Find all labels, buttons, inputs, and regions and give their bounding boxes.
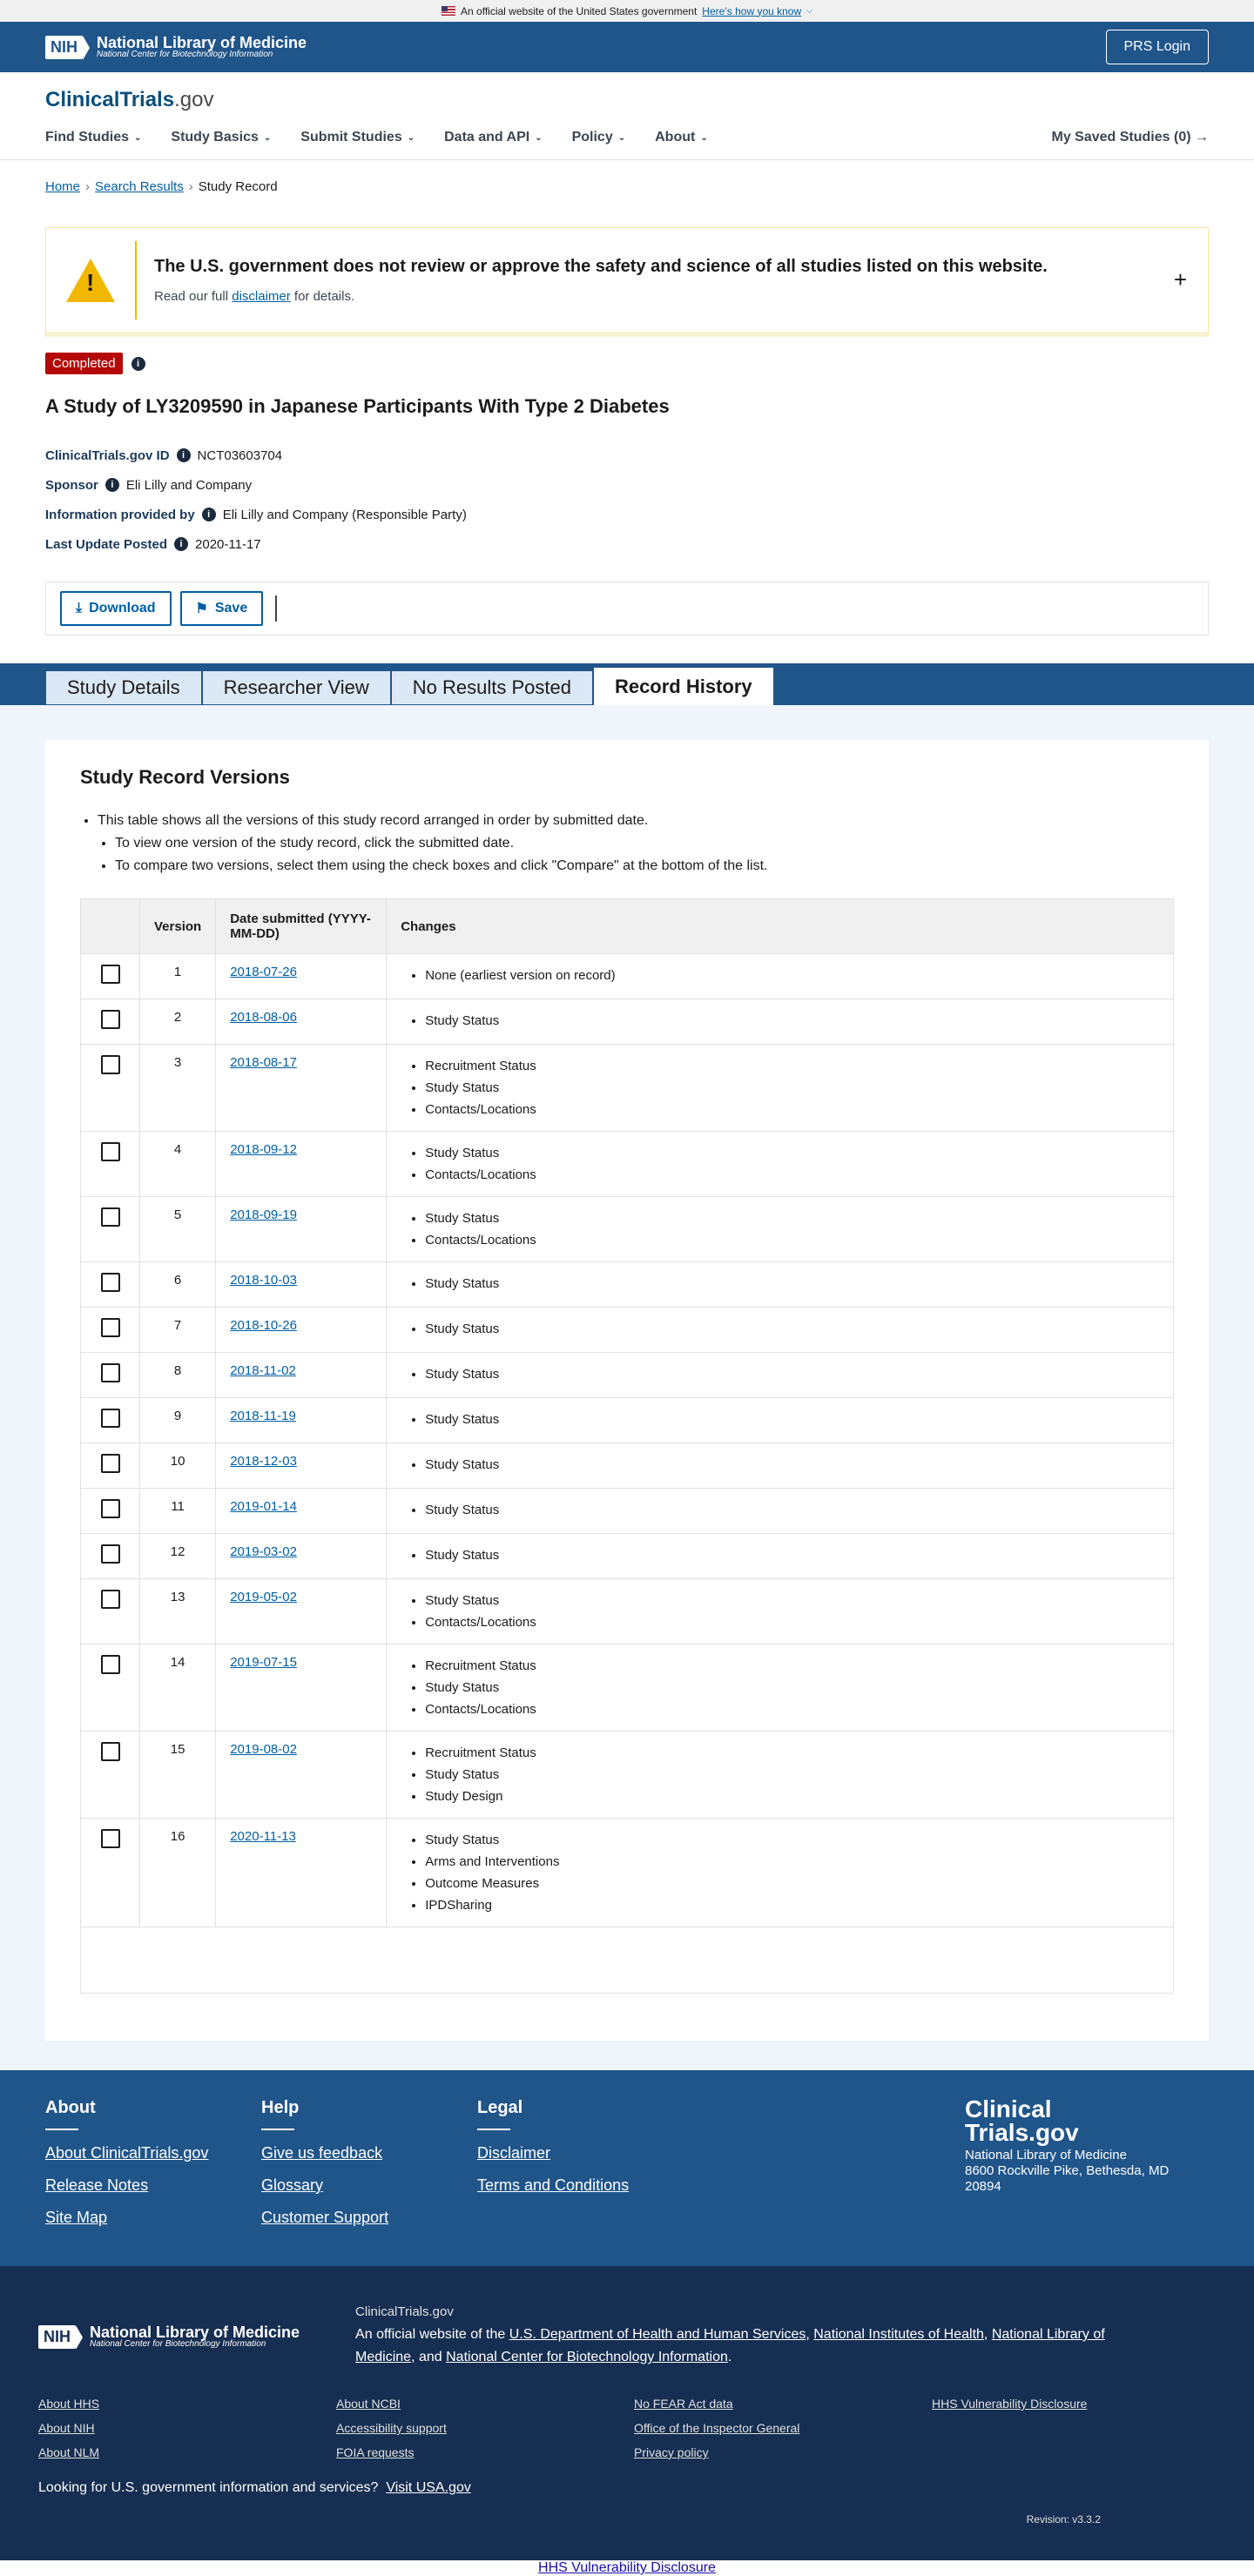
table-row — [81, 1732, 1174, 1819]
version-date-link[interactable]: 2019-01-14 — [230, 1499, 297, 1514]
footer-gov-link — [932, 2421, 1230, 2435]
tab-no-results-posted[interactable]: No Results Posted — [391, 670, 593, 705]
usa-gov-link[interactable]: Visit USA.gov — [386, 2480, 471, 2495]
nav-item[interactable]: Study Basics ⌄ — [171, 130, 272, 145]
footer-help: Help Give us feedback Glossary Customer Support — [261, 2098, 477, 2240]
versions-heading: Study Record Versions — [80, 766, 290, 788]
compare-checkbox[interactable] — [101, 1207, 120, 1227]
compare-checkbox[interactable] — [101, 1499, 120, 1518]
change-item: • Study Status — [425, 1409, 1159, 1430]
version-date-link[interactable]: 2018-11-19 — [230, 1409, 296, 1423]
info-icon[interactable]: i — [131, 357, 145, 371]
version-number: 6 — [140, 1262, 216, 1308]
meta-label: ClinicalTrials.gov ID — [45, 447, 170, 463]
table-row — [81, 1534, 1174, 1579]
gov-banner-text: An official website of the United States government — [461, 4, 698, 17]
chevron-down-icon: ⌄ — [134, 132, 142, 143]
table-row — [81, 1579, 1174, 1644]
info-icon[interactable]: i — [174, 537, 188, 551]
compare-checkbox[interactable] — [101, 1142, 120, 1161]
version-date-link[interactable]: 2018-09-12 — [230, 1142, 297, 1157]
change-item: • Recruitment Status — [425, 1055, 1159, 1077]
breadcrumb: Home › Search Results › Study Record — [45, 179, 278, 194]
meta-row — [45, 500, 1209, 529]
table-row — [81, 1443, 1174, 1489]
footer-nlm-logo[interactable]: NIH National Library of Medicine National Center for Biotechnology Information — [38, 2304, 300, 2369]
compare-checkbox[interactable] — [101, 1454, 120, 1473]
change-item: • Recruitment Status — [425, 1655, 1159, 1677]
table-row — [81, 954, 1174, 999]
meta-label: Last Update Posted — [45, 536, 168, 552]
official-statement: ClinicalTrials.gov An official website of the U.S. Department of Health and Human Services, National Institutes of Health, National Library of Medicine, and National Center for Biotechnology Information. — [355, 2304, 1105, 2364]
compare-checkbox[interactable] — [101, 1742, 120, 1761]
table-row — [81, 1045, 1174, 1132]
footer-link[interactable]: Release Notes — [45, 2176, 149, 2194]
version-number: 12 — [140, 1534, 216, 1579]
change-item: • Recruitment Status — [425, 1742, 1159, 1764]
version-number: 7 — [140, 1308, 216, 1353]
study-meta — [45, 441, 1209, 559]
how-you-know-link[interactable]: Here’s how you know — [702, 4, 802, 17]
expand-plus-icon[interactable]: + — [1173, 266, 1187, 293]
change-item: • Study Status — [425, 1544, 1159, 1566]
breadcrumb-search-results[interactable]: Search Results — [95, 179, 184, 194]
change-item: • Study Design — [425, 1786, 1159, 1807]
change-item: • Study Status — [425, 1677, 1159, 1698]
footer-link[interactable]: Give us feedback — [261, 2144, 383, 2162]
footer-gov-link[interactable]: Accessibility support — [336, 2421, 447, 2435]
version-number: 2 — [140, 999, 216, 1045]
footer-logo[interactable]: Clinical Trials.gov — [965, 2095, 1079, 2146]
meta-value: 2020-11-17 — [195, 536, 261, 552]
change-item: • Contacts/Locations — [425, 1164, 1159, 1186]
disclaimer-alert — [45, 227, 1209, 337]
chevron-down-icon: ⌵ — [806, 6, 812, 15]
version-date-link[interactable]: 2018-08-17 — [230, 1055, 297, 1070]
table-row — [81, 999, 1174, 1045]
chevron-down-icon: ⌄ — [617, 132, 626, 143]
change-item: • Study Status — [425, 1499, 1159, 1521]
download-button[interactable]: ⤓ Download — [60, 591, 172, 626]
info-icon[interactable]: i — [202, 508, 216, 521]
compare-checkbox[interactable] — [101, 1655, 120, 1674]
compare-checkbox[interactable] — [101, 1318, 120, 1337]
footer-gov — [0, 2266, 1254, 2560]
main-nav — [45, 116, 1209, 159]
site-header — [0, 72, 1254, 159]
tab-record-history[interactable]: Record History — [593, 667, 774, 705]
version-number: 13 — [140, 1579, 216, 1644]
change-item: • Study Status — [425, 1077, 1159, 1099]
footer-gov-link[interactable]: HHS Vulnerability Disclosure — [932, 2397, 1088, 2411]
footer-gov-links — [38, 2397, 1216, 2459]
bookmark-icon: ⚑ — [195, 602, 208, 616]
change-item: • Contacts/Locations — [425, 1229, 1159, 1251]
change-item: • IPDSharing — [425, 1894, 1159, 1916]
version-date-link[interactable]: 2018-08-06 — [230, 1010, 297, 1025]
versions-intro: • This table shows all the versions of this study record arranged in order by submitted date. • To view one version of the study record, click the submitted date. • To compare two versions, select them using the check boxes and click "Compare" at the bottom of the list. — [80, 813, 1174, 874]
footer-link[interactable]: About ClinicalTrials.gov — [45, 2144, 209, 2162]
compare-checkbox[interactable] — [101, 1829, 120, 1848]
chevron-down-icon: ⌄ — [407, 132, 415, 143]
change-item: • Study Status — [425, 1363, 1159, 1385]
footer-brand: Clinical Trials.gov National Library of Medicine 8600 Rockville Pike, Bethesda, MD 20894 — [965, 2098, 1209, 2195]
table-row — [81, 1197, 1174, 1262]
table-row — [81, 1819, 1174, 1927]
save-button[interactable]: ⚑ Save — [180, 591, 264, 626]
record-history-panel — [45, 740, 1209, 2041]
meta-label: Sponsor — [45, 477, 98, 493]
change-item: • Arms and Interventions — [425, 1851, 1159, 1873]
change-item: • Contacts/Locations — [425, 1611, 1159, 1633]
footer-gov-link[interactable]: FOIA requests — [336, 2445, 415, 2459]
alert-text: Read our full disclaimer for details. — [154, 288, 355, 304]
version-number: 5 — [140, 1197, 216, 1262]
footer-about: About About ClinicalTrials.gov Release Notes Site Map — [45, 2098, 261, 2240]
version-date-link[interactable]: 2018-12-03 — [230, 1454, 297, 1469]
footer-gov-link[interactable]: About NIH — [38, 2421, 95, 2435]
footer-link[interactable]: Glossary — [261, 2176, 324, 2194]
footer-link[interactable]: Site Map — [45, 2209, 108, 2226]
hhs-vulnerability-link[interactable]: HHS Vulnerability Disclosure — [538, 2560, 716, 2575]
version-number: 3 — [140, 1045, 216, 1132]
status-badge: Completed — [45, 353, 123, 374]
nav-item[interactable]: About ⌄ — [655, 130, 708, 145]
meta-value: Eli Lilly and Company — [125, 477, 253, 493]
chevron-down-icon: ⌄ — [263, 132, 272, 143]
gov-banner — [0, 0, 1254, 22]
version-number: 8 — [140, 1353, 216, 1398]
version-number: 10 — [140, 1443, 216, 1489]
table-row — [81, 1489, 1174, 1534]
version-date-link[interactable]: 2020-11-13 — [230, 1829, 296, 1844]
change-item: • Study Status — [425, 1590, 1159, 1611]
col-version: Version — [140, 899, 216, 954]
compare-checkbox[interactable] — [101, 1590, 120, 1609]
nav-item[interactable]: Find Studies ⌄ — [45, 130, 142, 145]
revision-text: Revision: v3.3.2 — [1026, 2513, 1101, 2526]
version-date-link[interactable]: 2019-05-02 — [230, 1590, 297, 1604]
nav-item[interactable]: Policy ⌄ — [571, 130, 626, 145]
compare-checkbox[interactable] — [101, 1273, 120, 1292]
chevron-down-icon: ⌄ — [535, 132, 543, 143]
change-item: • Contacts/Locations — [425, 1698, 1159, 1720]
meta-row — [45, 470, 1209, 500]
change-item: • Study Status — [425, 1764, 1159, 1786]
tab-researcher-view[interactable]: Researcher View — [202, 670, 391, 705]
footer-link[interactable]: Disclaimer — [477, 2144, 551, 2162]
footer-link[interactable]: Customer Support — [261, 2209, 389, 2226]
table-row — [81, 1132, 1174, 1197]
nih-logo-box: NIH — [45, 36, 83, 59]
footer-link[interactable]: Terms and Conditions — [477, 2176, 630, 2194]
breadcrumb-home[interactable]: Home — [45, 179, 81, 194]
version-number: 4 — [140, 1132, 216, 1197]
nlm-header — [0, 22, 1254, 72]
meta-value: NCT03603704 — [197, 447, 283, 463]
warning-icon: ! — [66, 259, 115, 302]
meta-label: Information provided by — [45, 507, 195, 522]
version-number: 16 — [140, 1819, 216, 1927]
alert-title: The U.S. government does not review or approve the safety and science of all studies listed on this website. — [154, 256, 1048, 276]
change-item: • Study Status — [425, 1142, 1159, 1164]
footer-gov-link — [932, 2445, 1230, 2459]
footer-main — [0, 2070, 1254, 2266]
footer-gov-link[interactable]: Office of the Inspector General — [634, 2421, 800, 2435]
change-item: • Study Status — [425, 1829, 1159, 1851]
version-number: 15 — [140, 1732, 216, 1819]
meta-value: Eli Lilly and Company (Responsible Party) — [222, 507, 467, 522]
version-date-link[interactable]: 2019-08-02 — [230, 1742, 297, 1757]
table-row — [81, 1353, 1174, 1398]
saved-studies-link[interactable]: My Saved Studies (0) → — [1051, 130, 1209, 145]
info-icon[interactable]: i — [105, 478, 119, 492]
change-item: • Study Status — [425, 1207, 1159, 1229]
usa-gov-line: Looking for U.S. government information and services? Visit USA.gov — [38, 2480, 471, 2495]
footer-gov-link[interactable]: About HHS — [38, 2397, 100, 2411]
compare-checkbox[interactable] — [101, 1010, 120, 1029]
table-row — [81, 1398, 1174, 1443]
table-row — [81, 1644, 1174, 1732]
versions-table — [80, 898, 1174, 1994]
study-title: A Study of LY3209590 in Japanese Participants With Type 2 Diabetes — [45, 395, 670, 417]
us-flag-icon — [442, 6, 455, 16]
change-item: • Study Status — [425, 1454, 1159, 1476]
compare-checkbox[interactable] — [101, 1055, 120, 1074]
chevron-down-icon: ⌄ — [700, 132, 708, 143]
nav-item[interactable]: Data and API ⌄ — [444, 130, 543, 145]
table-row — [81, 1262, 1174, 1308]
download-icon: ⤓ — [76, 601, 83, 615]
info-icon[interactable]: i — [177, 448, 191, 462]
action-bar — [45, 582, 1209, 636]
meta-row — [45, 441, 1209, 470]
breadcrumb-current: Study Record — [198, 179, 278, 194]
prs-login-button[interactable]: PRS Login — [1106, 30, 1210, 64]
change-item: • Contacts/Locations — [425, 1099, 1159, 1120]
compare-checkbox[interactable] — [101, 965, 120, 984]
footer-gov-link[interactable]: About NCBI — [336, 2397, 401, 2411]
version-number: 14 — [140, 1644, 216, 1732]
version-date-link[interactable]: 2019-07-15 — [230, 1655, 297, 1670]
footer-legal: Legal Disclaimer Terms and Conditions — [477, 2098, 693, 2240]
col-date: Date submitted (YYYY-MM-DD) — [216, 899, 387, 954]
footer-gov-link[interactable]: No FEAR Act data — [634, 2397, 733, 2411]
version-date-link[interactable]: 2018-10-03 — [230, 1273, 297, 1288]
study-status — [45, 353, 1209, 374]
compare-checkbox[interactable] — [101, 1409, 120, 1428]
compare-checkbox[interactable] — [101, 1363, 120, 1382]
arrow-right-icon: → — [1190, 130, 1209, 145]
version-date-link[interactable]: 2018-09-19 — [230, 1207, 297, 1222]
version-date-link[interactable]: 2018-11-02 — [230, 1363, 296, 1378]
tab-study-details[interactable]: Study Details — [45, 670, 202, 705]
version-date-link[interactable]: 2019-03-02 — [230, 1544, 297, 1559]
ncbi-subtitle: National Center for Biotechnology Information — [97, 50, 273, 59]
change-item: • Study Status — [425, 1318, 1159, 1340]
footer-gov-link[interactable]: Privacy policy — [634, 2445, 709, 2459]
version-number: 9 — [140, 1398, 216, 1443]
version-number: 11 — [140, 1489, 216, 1534]
change-item: • Study Status — [425, 1010, 1159, 1032]
disclaimer-link[interactable]: disclaimer — [232, 288, 291, 304]
study-tabs — [0, 663, 1254, 705]
table-row — [81, 1308, 1174, 1353]
col-changes: Changes — [387, 899, 1174, 954]
version-date-link[interactable]: 2018-10-26 — [230, 1318, 297, 1333]
nlm-logo[interactable] — [45, 35, 307, 59]
footer-gov-link[interactable]: About NLM — [38, 2445, 100, 2459]
change-item: • Outcome Measures — [425, 1873, 1159, 1894]
change-item: • None (earliest version on record) — [425, 965, 1159, 986]
change-item: • Study Status — [425, 1273, 1159, 1295]
nlm-title: National Library of Medicine — [97, 34, 307, 51]
clinicaltrials-logo[interactable]: ClinicalTrials.gov — [45, 88, 214, 111]
version-date-link[interactable]: 2018-07-26 — [230, 965, 297, 979]
compare-checkbox[interactable] — [101, 1544, 120, 1564]
meta-row — [45, 529, 1209, 559]
nav-item[interactable]: Submit Studies ⌄ — [300, 130, 415, 145]
version-number: 1 — [140, 954, 216, 999]
